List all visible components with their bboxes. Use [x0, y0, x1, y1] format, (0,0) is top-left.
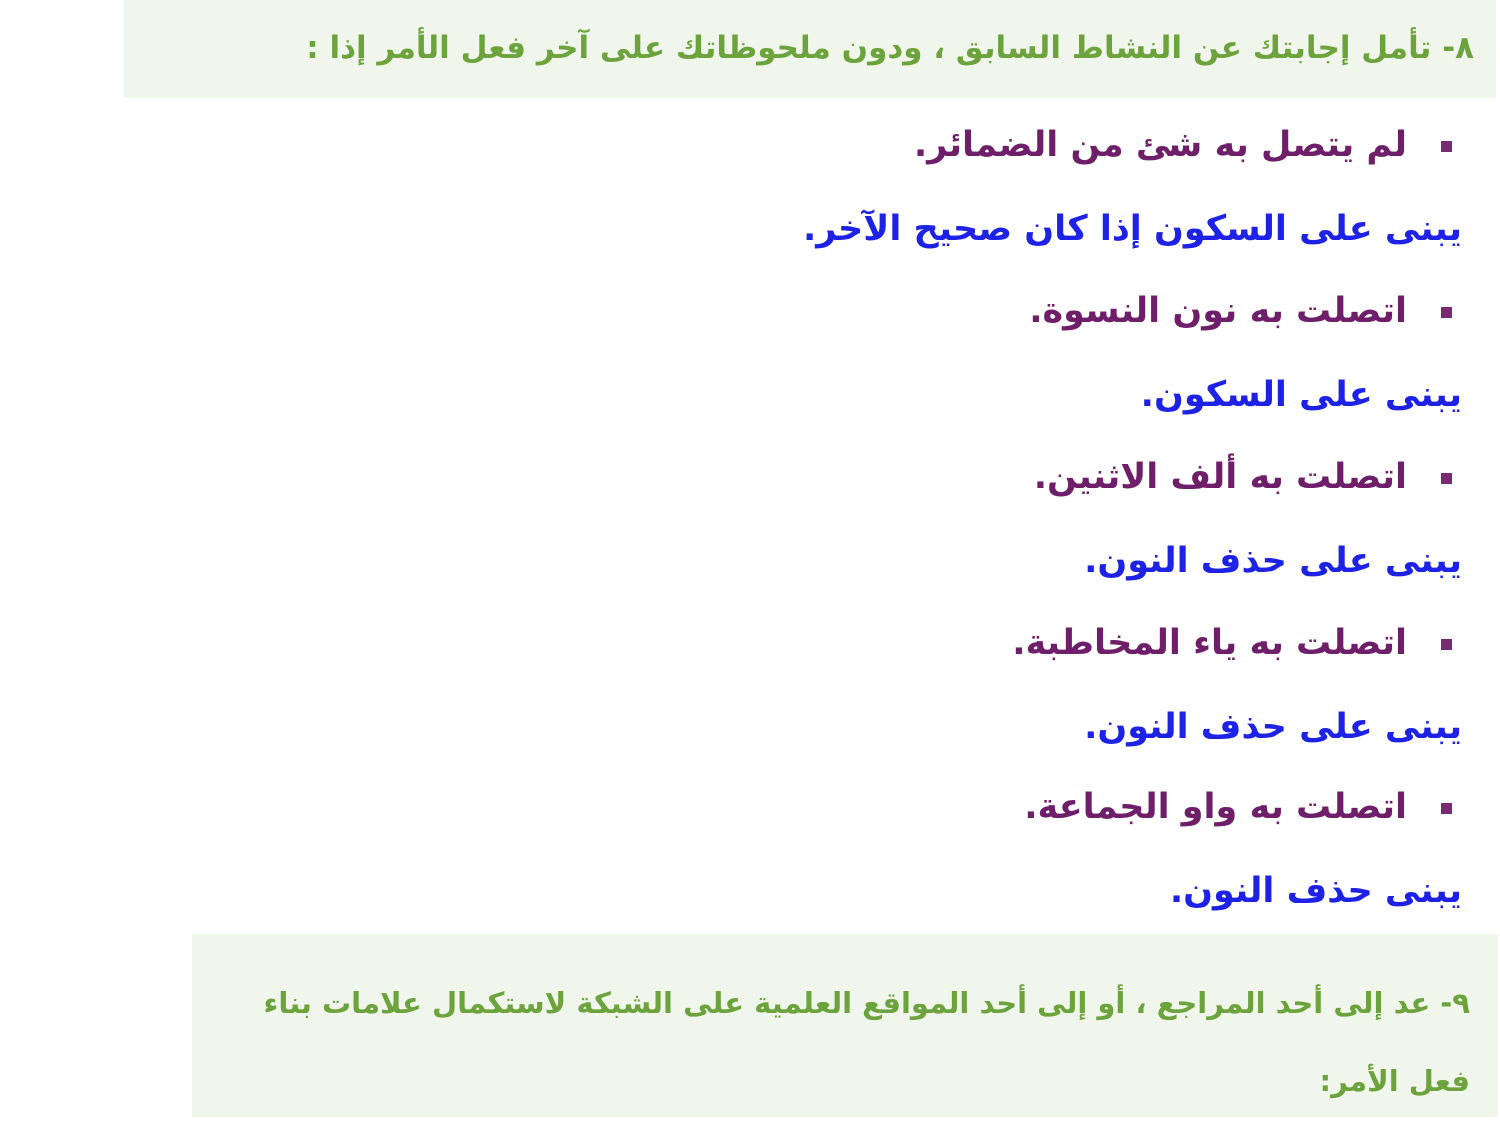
question-8-box	[124, 0, 1496, 98]
condition-text-2: اتصلت به نون النسوة.	[1029, 291, 1407, 331]
answer-text-4: يبنى على حذف النون.	[1084, 707, 1462, 747]
condition-item-2	[1029, 286, 1452, 336]
square-bullet-icon	[1441, 141, 1452, 152]
condition-item-1	[914, 120, 1452, 170]
answer-text-2: يبنى على السكون.	[1140, 375, 1462, 415]
answer-text-3: يبنى على حذف النون.	[1084, 541, 1462, 581]
answer-text-1: يبنى على السكون إذا كان صحيح الآخر.	[802, 209, 1462, 249]
square-bullet-icon	[1441, 473, 1452, 484]
condition-text-4: اتصلت به ياء المخاطبة.	[1012, 623, 1407, 663]
condition-text-1: لم يتصل به شئ من الضمائر.	[913, 125, 1407, 165]
condition-item-3	[1034, 452, 1452, 502]
square-bullet-icon	[1441, 639, 1452, 650]
question-9-text: ٩- عد إلى أحد المراجع ، أو إلى أحد المواقع العلمية على الشبكة لاستكمال علامات بناء فعل الأمر:	[263, 986, 1470, 1098]
square-bullet-icon	[1441, 803, 1452, 814]
condition-item-4	[1012, 618, 1452, 668]
square-bullet-icon	[1441, 307, 1452, 318]
question-8-text: ٨- تأمل إجابتك عن النشاط السابق ، ودون ملحوظاتك على آخر فعل الأمر إذا :	[306, 30, 1474, 66]
condition-text-5: اتصلت به واو الجماعة.	[1024, 787, 1407, 827]
condition-text-3: اتصلت به ألف الاثنين.	[1033, 457, 1407, 497]
condition-item-5	[1024, 782, 1452, 832]
answer-text-5: يبنى حذف النون.	[1169, 871, 1462, 911]
question-9-box	[192, 934, 1498, 1117]
